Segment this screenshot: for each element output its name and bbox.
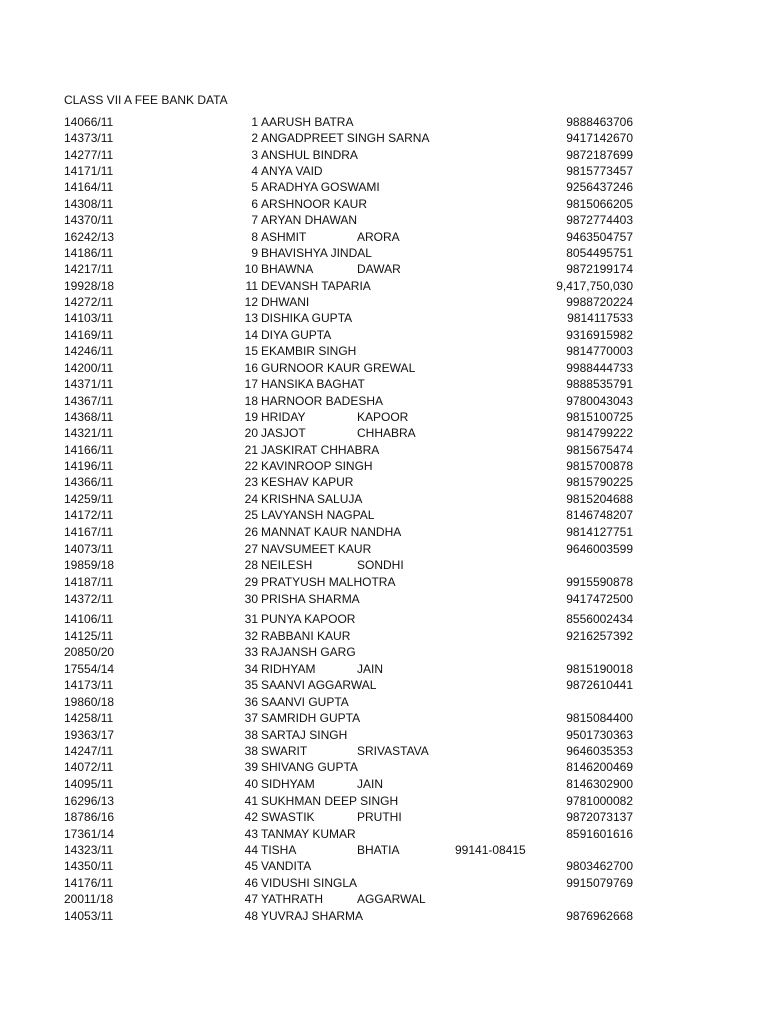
- student-name: KRISHNA SALUJA: [261, 492, 363, 506]
- student-surname: SRIVASTAVA: [357, 744, 429, 758]
- phone-number: 9463504757: [566, 230, 633, 244]
- phone-number: 8146302900: [566, 777, 633, 791]
- student-id: 16296/13: [64, 794, 115, 808]
- serial-number: 10: [244, 262, 258, 276]
- phone-number: 9815773457: [566, 164, 633, 178]
- student-id: 14173/11: [64, 678, 114, 692]
- student-name: KESHAV KAPUR: [261, 475, 354, 489]
- student-name: HRIDAY: [261, 410, 306, 424]
- phone-number: 9815084400: [566, 711, 633, 725]
- serial-number: 40: [244, 777, 258, 791]
- student-surname: KAPOOR: [357, 410, 409, 424]
- phone-number: 9872610441: [566, 678, 633, 692]
- phone-number: 9876962668: [566, 909, 633, 923]
- student-id: 14053/11: [64, 909, 114, 923]
- student-name: SHIVANG GUPTA: [261, 760, 358, 774]
- serial-number: 25: [244, 508, 258, 522]
- student-id: 14259/11: [64, 492, 114, 506]
- student-id: 14370/11: [64, 213, 114, 227]
- phone-number: 9815204688: [566, 492, 633, 506]
- student-id: 14186/11: [64, 246, 114, 260]
- phone-number: 9417472500: [566, 592, 633, 606]
- student-name: TISHA: [261, 843, 297, 857]
- table-row: [0, 409, 768, 425]
- student-id: 14072/11: [64, 760, 114, 774]
- table-row: [0, 163, 768, 179]
- phone-number: 9814117533: [567, 311, 633, 325]
- table-row: [0, 557, 768, 573]
- serial-number: 34: [244, 662, 258, 676]
- phone-number: 9915590878: [566, 575, 633, 589]
- student-name: PRATYUSH MALHOTRA: [261, 575, 396, 589]
- serial-number: 39: [244, 760, 258, 774]
- serial-number: 14: [244, 328, 258, 342]
- phone-number: 8146200469: [566, 760, 633, 774]
- phone-number: 8054495751: [566, 246, 633, 260]
- serial-number: 15: [244, 344, 258, 358]
- student-id: 19928/18: [64, 279, 115, 293]
- student-name: VANDITA: [261, 859, 312, 873]
- phone-number: 9915079769: [566, 876, 633, 890]
- phone-number: 9888463706: [566, 115, 633, 129]
- table-row: [0, 842, 768, 858]
- serial-number: 28: [244, 558, 258, 572]
- table-row: [0, 425, 768, 441]
- student-id: 14350/11: [64, 859, 114, 873]
- phone-number: 9646035353: [566, 744, 633, 758]
- phone-number: 9780043043: [566, 394, 633, 408]
- student-name: DIYA GUPTA: [261, 328, 332, 342]
- serial-number: 17: [244, 377, 258, 391]
- student-name: HARNOOR BADESHA: [261, 394, 384, 408]
- serial-number: 2: [251, 131, 258, 145]
- student-id: 16242/13: [64, 230, 115, 244]
- serial-number: 29: [244, 575, 258, 589]
- student-id: 14372/11: [64, 592, 114, 606]
- phone-number: 9417142670: [566, 131, 633, 145]
- serial-number: 8: [251, 230, 258, 244]
- phone-number: 9872187699: [566, 148, 633, 162]
- table-row: [0, 343, 768, 359]
- student-name: LAVYANSH NAGPAL: [261, 508, 375, 522]
- serial-number: 24: [244, 492, 258, 506]
- student-id: 19859/18: [64, 558, 115, 572]
- table-row: [0, 727, 768, 743]
- serial-number: 46: [244, 876, 258, 890]
- phone-number: 9988444733: [566, 361, 633, 375]
- table-row: [0, 710, 768, 726]
- serial-number: 7: [251, 213, 258, 227]
- serial-number: 32: [244, 629, 258, 643]
- alt-phone-number: 99141-08415: [455, 843, 526, 857]
- student-name: PRISHA SHARMA: [261, 592, 360, 606]
- student-name: YUVRAJ SHARMA: [261, 909, 364, 923]
- student-name: RIDHYAM: [261, 662, 316, 676]
- phone-number: 9814127751: [566, 525, 633, 539]
- serial-number: 19: [244, 410, 258, 424]
- table-row: [0, 524, 768, 540]
- table-row: [0, 196, 768, 212]
- student-name: ANSHUL BINDRA: [261, 148, 358, 162]
- student-name: EKAMBIR SINGH: [261, 344, 357, 358]
- student-id: 20011/18: [64, 892, 114, 906]
- serial-number: 30: [244, 592, 258, 606]
- table-row: [0, 442, 768, 458]
- student-name: RAJANSH GARG: [261, 645, 356, 659]
- serial-number: 11: [245, 279, 258, 293]
- student-name: SAMRIDH GUPTA: [261, 711, 361, 725]
- serial-number: 3: [251, 148, 258, 162]
- student-name: DHWANI: [261, 295, 310, 309]
- student-id: 14169/11: [64, 328, 114, 342]
- phone-number: 9872199174: [566, 262, 633, 276]
- phone-number: 9815066205: [566, 197, 633, 211]
- phone-number: 9988720224: [566, 295, 633, 309]
- table-row: [0, 474, 768, 490]
- serial-number: 26: [244, 525, 258, 539]
- table-row: [0, 875, 768, 891]
- student-name: BHAVISHYA JINDAL: [261, 246, 372, 260]
- student-name: SAANVI AGGARWAL: [261, 678, 377, 692]
- student-id: 19860/18: [64, 695, 115, 709]
- phone-number: 9646003599: [566, 542, 633, 556]
- phone-number: 9888535791: [566, 377, 633, 391]
- table-row: [0, 491, 768, 507]
- serial-number: 13: [244, 311, 258, 325]
- student-id: 14103/11: [64, 311, 114, 325]
- table-row: [0, 891, 768, 907]
- serial-number: 33: [244, 645, 258, 659]
- student-name: ARYAN DHAWAN: [261, 213, 358, 227]
- student-name: PUNYA KAPOOR: [261, 612, 356, 626]
- table-row: [0, 694, 768, 710]
- serial-number: 43: [244, 827, 258, 841]
- student-id: 14277/11: [64, 148, 114, 162]
- table-row: [0, 327, 768, 343]
- student-surname: AGGARWAL: [357, 892, 426, 906]
- student-id: 14321/11: [64, 426, 114, 440]
- student-name: SWASTIK: [261, 810, 315, 824]
- student-id: 14366/11: [64, 475, 114, 489]
- table-row: [0, 507, 768, 523]
- table-row: [0, 114, 768, 130]
- student-id: 17554/14: [64, 662, 115, 676]
- serial-number: 18: [244, 394, 258, 408]
- student-name: ARSHNOOR KAUR: [261, 197, 368, 211]
- table-row: [0, 644, 768, 660]
- phone-number: 9256437246: [566, 180, 633, 194]
- sheet-title: CLASS VII A FEE BANK DATA: [64, 93, 228, 107]
- student-surname: PRUTHI: [357, 810, 402, 824]
- student-id: 14066/11: [64, 115, 114, 129]
- table-row: [0, 661, 768, 677]
- table-row: [0, 826, 768, 842]
- student-name: ASHMIT: [261, 230, 307, 244]
- student-surname: SONDHI: [357, 558, 404, 572]
- phone-number: 9872774403: [566, 213, 633, 227]
- student-name: JASJOT: [261, 426, 306, 440]
- student-name: ANYA VAID: [261, 164, 323, 178]
- serial-number: 12: [244, 295, 258, 309]
- student-id: 14164/11: [64, 180, 114, 194]
- phone-number: 9216257392: [566, 629, 633, 643]
- table-row: [0, 376, 768, 392]
- student-surname: JAIN: [357, 777, 384, 791]
- serial-number: 37: [244, 711, 258, 725]
- student-id: 14106/11: [64, 612, 114, 626]
- phone-number: 9815790225: [566, 475, 633, 489]
- student-name: SARTAJ SINGH: [261, 728, 348, 742]
- serial-number: 38: [244, 744, 258, 758]
- student-id: 14167/11: [64, 525, 114, 539]
- student-id: 14373/11: [64, 131, 114, 145]
- table-row: [0, 294, 768, 310]
- phone-number: 9815700878: [566, 459, 633, 473]
- student-id: 18786/16: [64, 810, 115, 824]
- student-name: BHAWNA: [261, 262, 314, 276]
- student-name: ANGADPREET SINGH SARNA: [261, 131, 430, 145]
- student-name: VIDUSHI SINGLA: [261, 876, 358, 890]
- student-id: 14073/11: [64, 542, 114, 556]
- phone-number: 8556002434: [566, 612, 633, 626]
- phone-number: 9815100725: [566, 410, 633, 424]
- student-id: 19363/17: [64, 728, 115, 742]
- student-id: 20850/20: [64, 645, 115, 659]
- table-row: [0, 278, 768, 294]
- student-name: YATHRATH: [261, 892, 323, 906]
- table-row: [0, 360, 768, 376]
- table-row: [0, 147, 768, 163]
- phone-number: 9316915982: [566, 328, 633, 342]
- student-name: NEILESH: [261, 558, 313, 572]
- serial-number: 20: [244, 426, 258, 440]
- student-name: HANSIKA BAGHAT: [261, 377, 365, 391]
- table-row: [0, 310, 768, 326]
- serial-number: 41: [244, 794, 258, 808]
- student-id: 14323/11: [64, 843, 114, 857]
- student-id: 14095/11: [64, 777, 114, 791]
- student-id: 14246/11: [64, 344, 114, 358]
- phone-number: 8591601616: [566, 827, 633, 841]
- student-surname: CHHABRA: [357, 426, 416, 440]
- table-row: [0, 776, 768, 792]
- serial-number: 48: [244, 909, 258, 923]
- table-row: [0, 677, 768, 693]
- serial-number: 5: [251, 180, 258, 194]
- student-id: 14166/11: [64, 443, 114, 457]
- student-id: 14247/11: [64, 744, 114, 758]
- student-name: SIDHYAM: [261, 777, 315, 791]
- serial-number: 21: [244, 443, 258, 457]
- phone-number: 9,417,750,030: [556, 279, 633, 293]
- student-name: SAANVI GUPTA: [261, 695, 349, 709]
- student-id: 14368/11: [64, 410, 114, 424]
- student-id: 14196/11: [64, 459, 114, 473]
- serial-number: 45: [244, 859, 258, 873]
- serial-number: 44: [244, 843, 258, 857]
- serial-number: 38: [244, 728, 258, 742]
- table-row: [0, 908, 768, 924]
- student-id: 14176/11: [64, 876, 114, 890]
- phone-number: 9815190018: [566, 662, 633, 676]
- student-id: 14308/11: [64, 197, 114, 211]
- student-name: TANMAY KUMAR: [261, 827, 356, 841]
- student-name: AARUSH BATRA: [261, 115, 354, 129]
- student-name: RABBANI KAUR: [261, 629, 351, 643]
- table-row: [0, 245, 768, 261]
- table-row: [0, 858, 768, 874]
- student-id: 17361/14: [64, 827, 115, 841]
- phone-number: 9814770003: [566, 344, 633, 358]
- phone-number: 8146748207: [566, 508, 633, 522]
- table-row: [0, 458, 768, 474]
- serial-number: 27: [244, 542, 258, 556]
- table-row: [0, 743, 768, 759]
- table-row: [0, 212, 768, 228]
- table-row: [0, 229, 768, 245]
- student-id: 14187/11: [64, 575, 114, 589]
- serial-number: 31: [244, 612, 258, 626]
- student-id: 14125/11: [64, 629, 114, 643]
- student-name: JASKIRAT CHHABRA: [261, 443, 380, 457]
- student-id: 14171/11: [64, 164, 114, 178]
- table-row: [0, 793, 768, 809]
- student-id: 14371/11: [64, 377, 114, 391]
- student-name: DEVANSH TAPARIA: [261, 279, 371, 293]
- student-surname: DAWAR: [357, 262, 401, 276]
- table-row: [0, 541, 768, 557]
- phone-number: 9501730363: [566, 728, 633, 742]
- student-id: 14172/11: [64, 508, 114, 522]
- student-id: 14367/11: [64, 394, 114, 408]
- serial-number: 42: [244, 810, 258, 824]
- student-surname: BHATIA: [357, 843, 400, 857]
- phone-number: 9814799222: [566, 426, 633, 440]
- student-name: DISHIKA GUPTA: [261, 311, 353, 325]
- student-name: NAVSUMEET KAUR: [261, 542, 372, 556]
- student-surname: ARORA: [357, 230, 400, 244]
- table-row: [0, 809, 768, 825]
- serial-number: 6: [251, 197, 258, 211]
- phone-number: 9803462700: [566, 859, 633, 873]
- table-row: [0, 261, 768, 277]
- serial-number: 36: [244, 695, 258, 709]
- student-name: MANNAT KAUR NANDHA: [261, 525, 402, 539]
- student-name: KAVINROOP SINGH: [261, 459, 373, 473]
- table-row: [0, 393, 768, 409]
- student-name: SUKHMAN DEEP SINGH: [261, 794, 399, 808]
- student-id: 14272/11: [64, 295, 114, 309]
- table-row: [0, 574, 768, 590]
- serial-number: 47: [244, 892, 258, 906]
- table-row: [0, 591, 768, 607]
- serial-number: 16: [244, 361, 258, 375]
- serial-number: 9: [251, 246, 258, 260]
- table-row: [0, 628, 768, 644]
- phone-number: 9815675474: [566, 443, 633, 457]
- student-id: 14217/11: [64, 262, 114, 276]
- student-name: GURNOOR KAUR GREWAL: [261, 361, 416, 375]
- phone-number: 9781000082: [566, 794, 633, 808]
- student-surname: JAIN: [357, 662, 384, 676]
- phone-number: 9872073137: [566, 810, 633, 824]
- student-id: 14258/11: [64, 711, 114, 725]
- serial-number: 1: [251, 115, 258, 129]
- student-name: SWARIT: [261, 744, 308, 758]
- table-row: [0, 611, 768, 627]
- serial-number: 35: [244, 678, 258, 692]
- student-name: ARADHYA GOSWAMI: [261, 180, 380, 194]
- table-row: [0, 179, 768, 195]
- table-row: [0, 130, 768, 146]
- serial-number: 23: [244, 475, 258, 489]
- serial-number: 22: [244, 459, 258, 473]
- table-row: [0, 759, 768, 775]
- student-id: 14200/11: [64, 361, 114, 375]
- serial-number: 4: [251, 164, 258, 178]
